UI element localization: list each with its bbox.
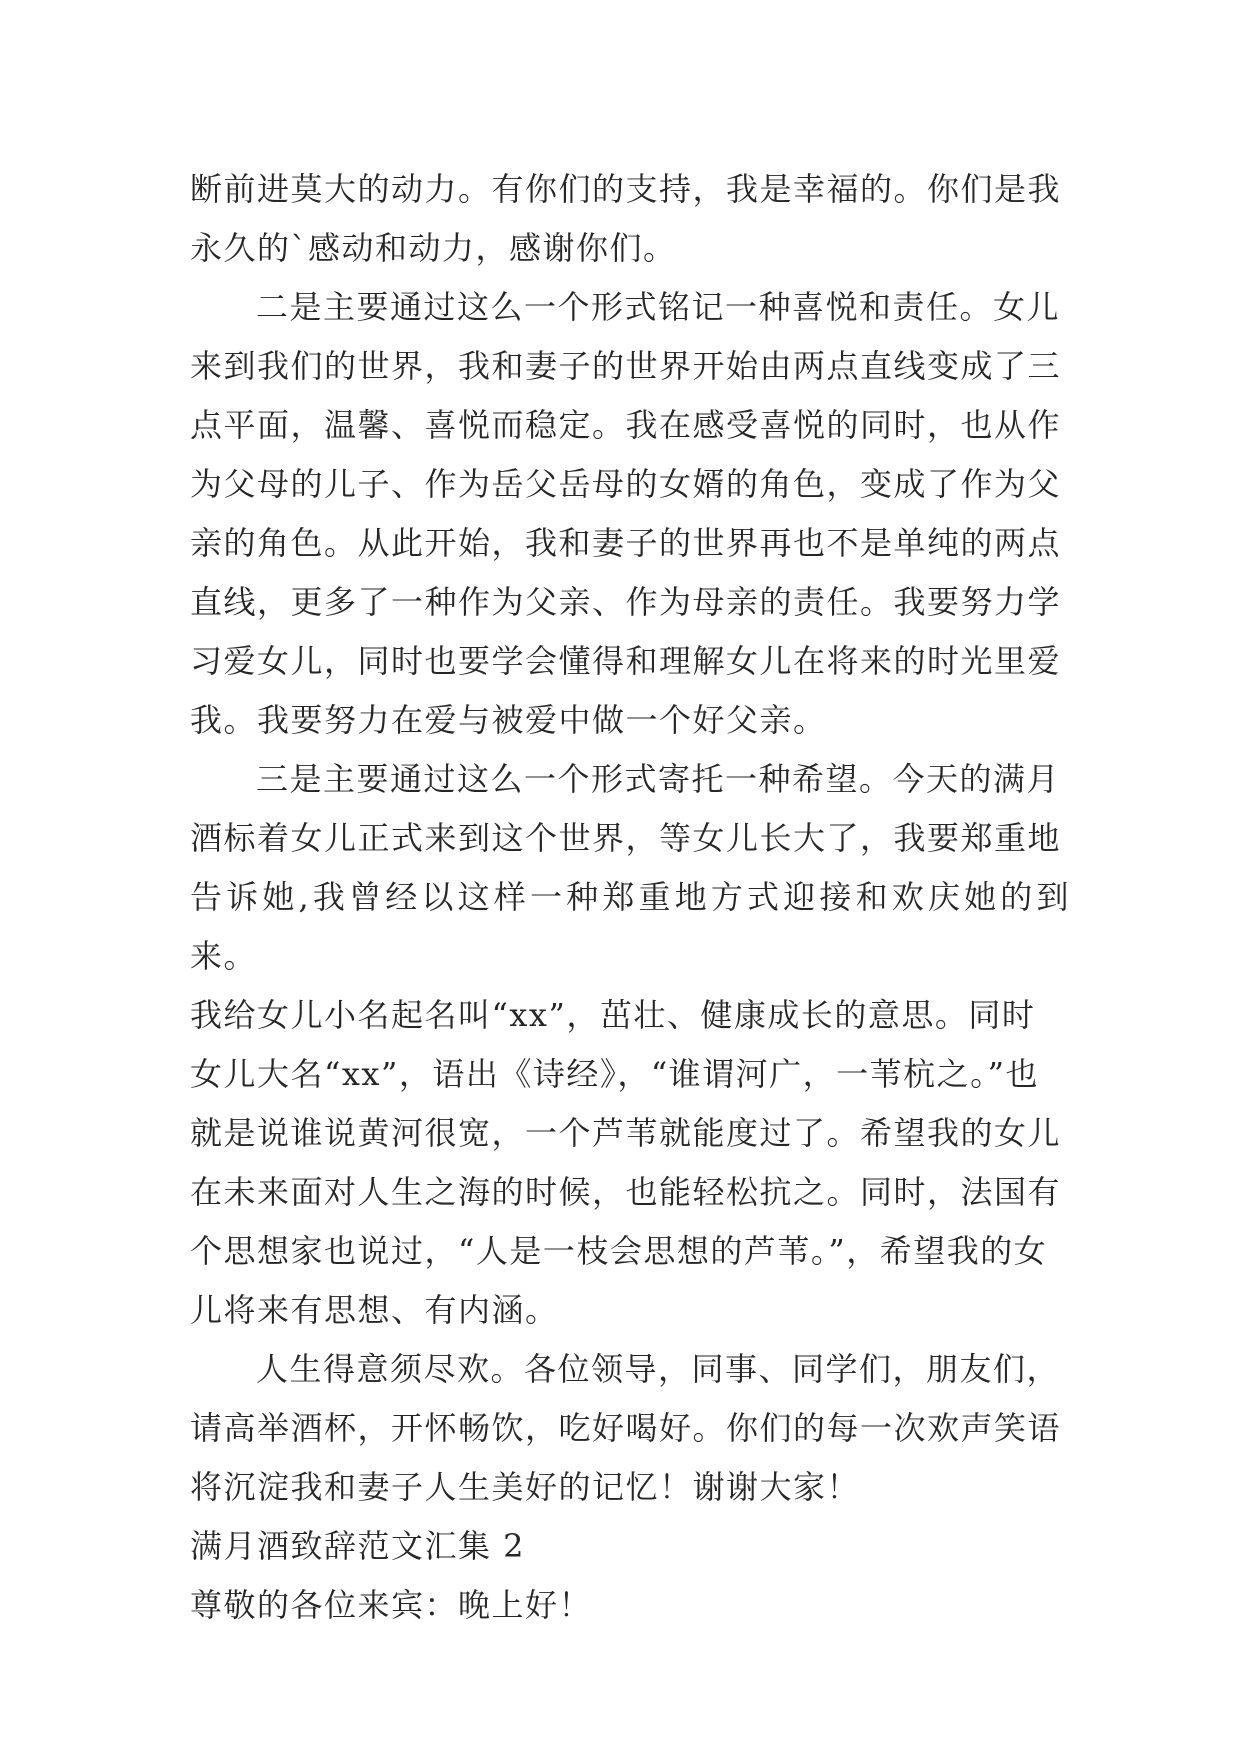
paragraph-2: 二是主要通过这么一个形式铭记一种喜悦和责任。女儿 来到我们的世界，我和妻子的世界开始由两点直线变成了三 点平面，温馨、喜悦而稳定。我在感受喜悦的同时，也从作 为父母的儿子、作为岳父岳母的女婿的角色，变成了作为父 亲的角色。从此开始，我和妻子的世界再也不是单纯的两点 直线，更多了一种作为父亲、作为母亲的责任。我要努力学 习爱女儿，同时也要学会懂得和理解女儿在将来的时光里爱 我。我要努力在爱与被爱中做一个好父亲。 bbox=[190, 288, 1062, 739]
paragraph-3: 三是主要通过这么一个形式寄托一种希望。今天的满月 酒标着女儿正式来到这个世界，等女儿长大了，我要郑重地 告诉她,我曾经以这样一种郑重地方式迎接和欢庆她的到来。 我给女儿小名起名叫“xx”，茁壮、健康成长的意思。同时 女儿大名“xx”，语出《诗经》，“谁谓河广，一苇杭之。”也 就是说谁说黄河很宽，一个芦苇就能度过了。希望我的女儿 在未来面对人生之海的时候，也能轻松抗之。同时，法国有 个思想家也说过，“人是一枝会思想的芦苇。”，希望我的女 儿将来有思想、有内涵。 bbox=[190, 760, 1070, 1329]
paragraph-4: 人生得意须尽欢。各位领导，同事、同学们，朋友们， 请高举酒杯，开怀畅饮，吃好喝好。你们的每一次欢声笑语 将沉淀我和妻子人生美好的记忆！谢谢大家！ bbox=[190, 1350, 1062, 1506]
document-body bbox=[190, 160, 1070, 1635]
paragraph-1: 断前进莫大的动力。有你们的支持，我是幸福的。你们是我 永久的`感动和动力，感谢你们。 bbox=[190, 170, 1062, 267]
section-title: 满月酒致辞范文汇集 2 bbox=[190, 1527, 526, 1565]
greeting-line: 尊敬的各位来宾：晚上好！ bbox=[190, 1586, 593, 1624]
